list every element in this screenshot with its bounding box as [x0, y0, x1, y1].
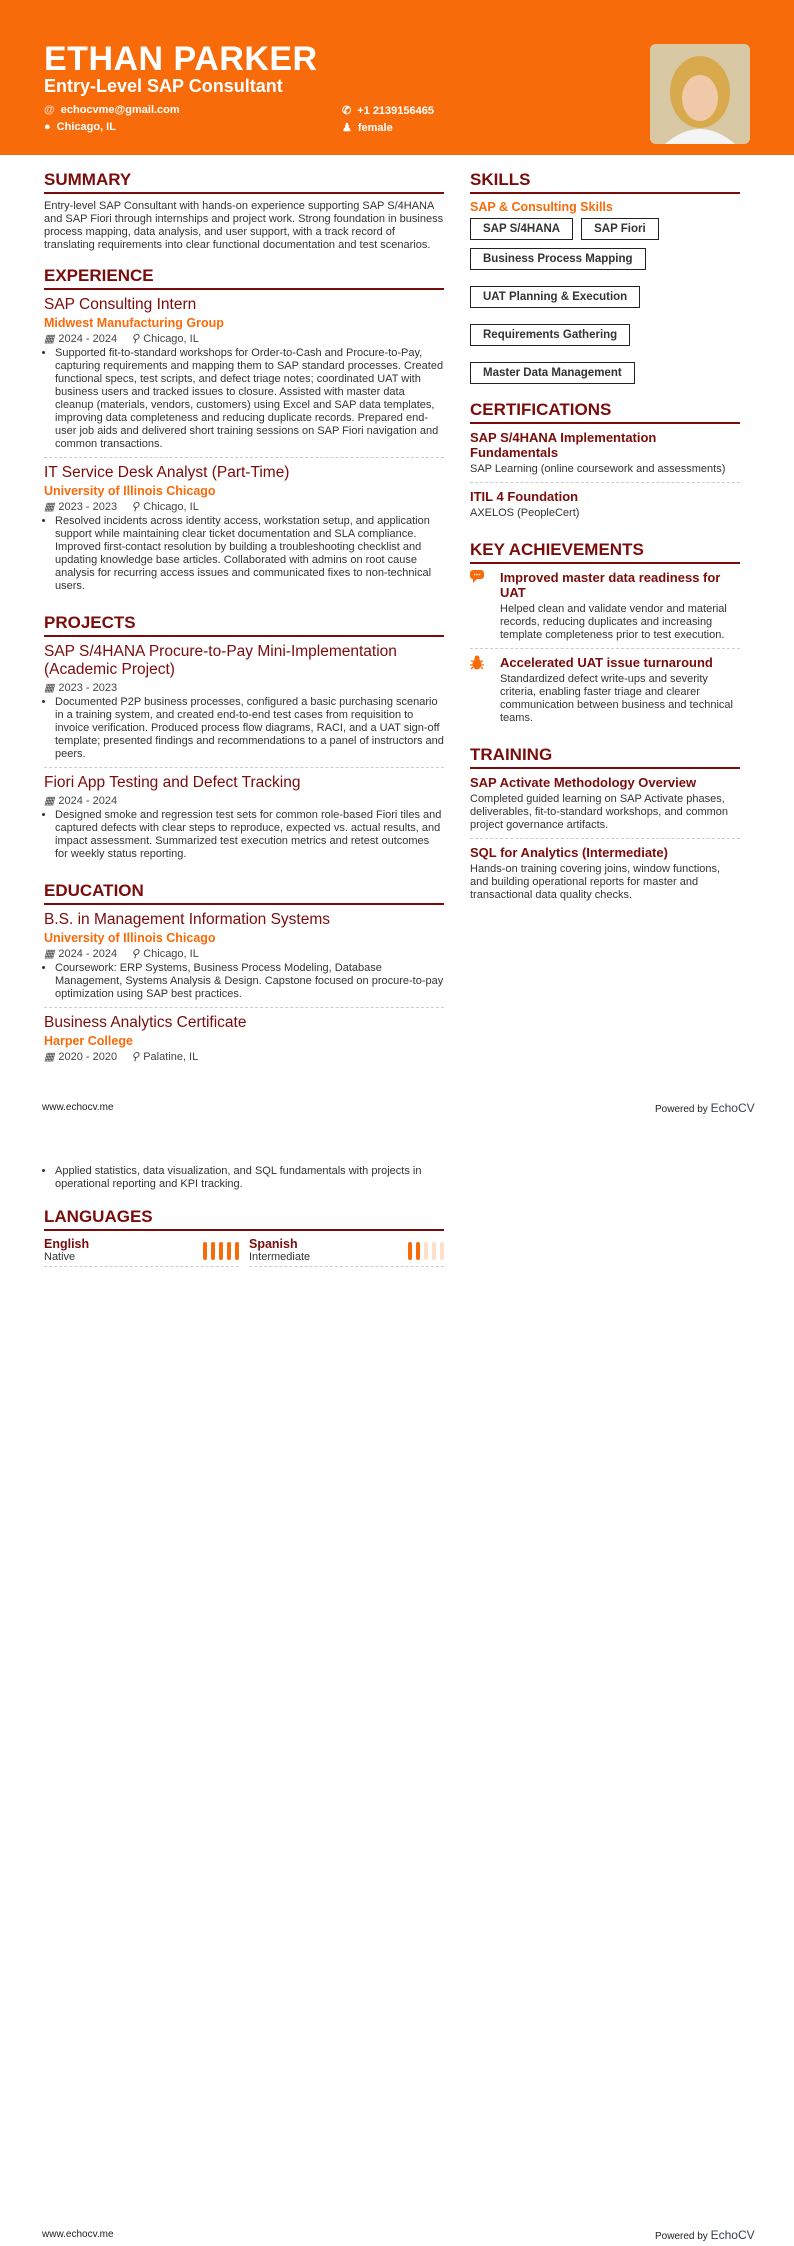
- skills-heading: SKILLS: [470, 170, 740, 194]
- achievements-heading: KEY ACHIEVEMENTS: [470, 540, 740, 564]
- proficiency-bar: [203, 1242, 207, 1260]
- project-title: Fiori App Testing and Defect Tracking: [44, 774, 301, 791]
- company: Midwest Manufacturing Group: [44, 316, 224, 330]
- job-title: SAP Consulting Intern: [44, 296, 197, 313]
- summary-text: Entry-level SAP Consultant with hands-on experience supporting SAP S/4HANA and SAP Fiori through internships and project work. Strong foundation in business process mapping, data analysis, and user support, with a track record of translating requirements into clear functional documentation and test scenarios.: [44, 200, 444, 251]
- skill-tag: SAP S/4HANA: [470, 218, 573, 240]
- certification-issuer: SAP Learning (online coursework and assessments): [470, 463, 726, 475]
- bullet: • Coursework: ERP Systems, Business Process Modeling, Database Management, Systems Analysis & Design. Capstone focused on procure-to-pay optimization using SAP best practices.: [55, 962, 444, 1001]
- brand-text: EchoCV: [710, 1101, 755, 1115]
- dates: 2020 - 2020: [58, 1050, 118, 1063]
- achievement-text: Standardized defect write-ups and severity criteria, enabling faster triage and clearer communication between business and technical teams.: [500, 673, 733, 724]
- language-bars: [408, 1237, 444, 1264]
- skill-tag: Requirements Gathering: [470, 324, 630, 346]
- chat-bubble-icon: [470, 570, 486, 642]
- projects-heading: PROJECTS: [44, 613, 444, 637]
- phone-text: +1 2139156465: [357, 104, 434, 117]
- language-level: Intermediate: [249, 1251, 311, 1263]
- email-contact[interactable]: [44, 104, 180, 116]
- training-title: SAP Activate Methodology Overview: [470, 775, 697, 790]
- training-text: Hands-on training covering joins, window functions, and building operational reports for master and transactional data quality checks.: [470, 863, 721, 901]
- map-pin-icon: ⚲: [131, 1051, 140, 1063]
- calendar-icon: ▦: [44, 795, 55, 807]
- phone-icon: ✆: [342, 105, 352, 117]
- skill-tag: Master Data Management: [470, 362, 635, 384]
- project-item: [44, 643, 444, 768]
- calendar-icon: ▦: [44, 948, 55, 960]
- location: Palatine, IL: [143, 1050, 199, 1063]
- proficiency-bar: [408, 1242, 412, 1260]
- achievement-item: [470, 655, 740, 731]
- experience-item: [44, 296, 444, 458]
- training-item: [470, 775, 740, 839]
- powered-text: Powered by: [655, 2231, 708, 2242]
- location-contact: [44, 121, 116, 133]
- proficiency-bar: [227, 1242, 231, 1260]
- gender-contact: [342, 121, 393, 134]
- dates: 2023 - 2023: [58, 500, 118, 513]
- achievement-title: Improved master data readiness for UAT: [500, 570, 721, 600]
- calendar-icon: ▦: [44, 333, 55, 345]
- proficiency-bar: [440, 1242, 444, 1260]
- proficiency-bar: [424, 1242, 428, 1260]
- map-pin-icon: ⚲: [131, 333, 140, 345]
- calendar-icon: ▦: [44, 501, 55, 513]
- proficiency-bar: [211, 1242, 215, 1260]
- location: Chicago, IL: [143, 500, 199, 513]
- language-bars: [203, 1237, 239, 1264]
- skill-tag: SAP Fiori: [581, 218, 659, 240]
- candidate-name: ETHAN PARKER: [44, 40, 318, 78]
- project-title: SAP S/4HANA Procure-to-Pay Mini-Implementation (Academic Project): [44, 643, 397, 678]
- training-text: Completed guided learning on SAP Activate phases, deliverables, fit-to-standard workshops, and common project governance artifacts.: [470, 793, 729, 831]
- email-text: echocvme@gmail.com: [60, 104, 180, 116]
- page-2-content: [44, 1165, 444, 1267]
- language-name: English: [44, 1237, 90, 1251]
- language-item: [249, 1237, 444, 1267]
- degree: Business Analytics Certificate: [44, 1014, 247, 1031]
- language-item: [44, 1237, 239, 1267]
- education-item: [44, 1014, 444, 1071]
- training-heading: TRAINING: [470, 745, 740, 769]
- language-level: Native: [44, 1251, 76, 1263]
- certification-item: [470, 489, 740, 526]
- map-pin-icon: ⚲: [131, 501, 140, 513]
- experience-item: [44, 464, 444, 599]
- header: [0, 0, 794, 155]
- dates: 2024 - 2024: [58, 332, 118, 345]
- proficiency-bar: [235, 1242, 239, 1260]
- school: University of Illinois Chicago: [44, 931, 216, 945]
- dates: 2023 - 2023: [58, 681, 118, 694]
- skill-tag: UAT Planning & Execution: [470, 286, 640, 308]
- bullet: • Applied statistics, data visualization, and SQL fundamentals with projects in operational reporting and KPI tracking.: [55, 1165, 444, 1191]
- skill-tag: Business Process Mapping: [470, 248, 646, 270]
- education-item: [44, 911, 444, 1008]
- achievement-item: [470, 570, 740, 649]
- location-text: Chicago, IL: [56, 121, 116, 133]
- brand-text: EchoCV: [710, 2228, 755, 2242]
- degree: B.S. in Management Information Systems: [44, 911, 331, 928]
- dates: 2024 - 2024: [58, 947, 118, 960]
- languages-heading: LANGUAGES: [44, 1207, 444, 1231]
- calendar-icon: ▦: [44, 1051, 55, 1063]
- certifications-heading: CERTIFICATIONS: [470, 400, 740, 424]
- bullet: • Documented P2P business processes, configured a basic purchasing scenario in a training system, and created end-to-end test cases from requisition to invoice verification. Produced process flow diagrams, RACI, and a UAT sign-off template; presented findings and recommendations to a panel of instructors and peers.: [55, 696, 444, 761]
- bug-icon: [470, 655, 486, 725]
- location: Chicago, IL: [143, 332, 199, 345]
- location: Chicago, IL: [143, 947, 199, 960]
- map-pin-icon: ⚲: [131, 948, 140, 960]
- dates: 2024 - 2024: [58, 794, 118, 807]
- certification-item: [470, 430, 740, 483]
- bullet: • Resolved incidents across identity access, workstation setup, and application support while maintaining clear ticket documentation and SLA compliance. Improved first-contact resolution by building a troubleshooting checklist and updating knowledge base articles. Collaborated with admins on root cause analysis for recurring access issues and communicated fixes to non-technical users.: [55, 515, 444, 593]
- training-item: [470, 845, 740, 908]
- map-pin-icon: ●: [44, 121, 51, 133]
- skill-group: SAP & Consulting Skills: [470, 200, 613, 214]
- calendar-icon: ▦: [44, 682, 55, 694]
- skill-tags: [470, 218, 740, 384]
- left-column: [44, 170, 444, 1077]
- gender-text: female: [357, 121, 393, 134]
- candidate-title: Entry-Level SAP Consultant: [44, 76, 283, 96]
- achievement-text: Helped clean and validate vendor and material records, reducing duplicates and increasing template completeness prior to test execution.: [500, 603, 727, 641]
- profile-photo: [650, 44, 750, 144]
- language-name: Spanish: [249, 1237, 298, 1251]
- proficiency-bar: [432, 1242, 436, 1260]
- achievement-title: Accelerated UAT issue turnaround: [500, 655, 713, 670]
- education-heading: EDUCATION: [44, 881, 444, 905]
- bullet: • Supported fit-to-standard workshops for Order-to-Cash and Procure-to-Pay, capturing requirements and mapping them to SAP standard processes. Created functional specs, test scripts, and defect triage notes; coordinated UAT with business users and tracked issues to closure. Assisted with master data cleanup (materials, vendors, customers) using Excel and SAP data templates, improving data completeness and reducing duplicate records. Prepared end-user job aids and delivered short training sessions on SAP Fiori navigation and common transactions.: [55, 347, 444, 451]
- job-title: IT Service Desk Analyst (Part-Time): [44, 464, 290, 481]
- right-column: [470, 170, 740, 914]
- certification-name: SAP S/4HANA Implementation Fundamentals: [470, 430, 657, 460]
- footer-website[interactable]: www.echocv.me: [42, 1102, 114, 1113]
- powered-text: Powered by: [655, 1104, 708, 1115]
- proficiency-bar: [219, 1242, 223, 1260]
- bullet: • Designed smoke and regression test sets for common role-based Fiori tiles and captured defects with clear steps to reproduce, expected vs. actual results, and impact assessment. Summarized test execution metrics and retest outcomes for weekly status reporting.: [55, 809, 444, 861]
- certification-issuer: AXELOS (PeopleCert): [470, 507, 580, 519]
- summary-heading: SUMMARY: [44, 170, 444, 194]
- person-icon: ♟: [342, 122, 352, 134]
- phone-contact[interactable]: [342, 104, 434, 117]
- footer-powered[interactable]: [655, 1101, 755, 1115]
- school: Harper College: [44, 1034, 133, 1048]
- proficiency-bar: [416, 1242, 420, 1260]
- company: University of Illinois Chicago: [44, 484, 216, 498]
- training-title: SQL for Analytics (Intermediate): [470, 845, 668, 860]
- experience-heading: EXPERIENCE: [44, 266, 444, 290]
- footer-website[interactable]: www.echocv.me: [42, 2229, 114, 2240]
- certification-name: ITIL 4 Foundation: [470, 489, 579, 504]
- project-item: [44, 774, 444, 867]
- footer-powered[interactable]: [655, 2228, 755, 2242]
- at-icon: @: [44, 104, 55, 116]
